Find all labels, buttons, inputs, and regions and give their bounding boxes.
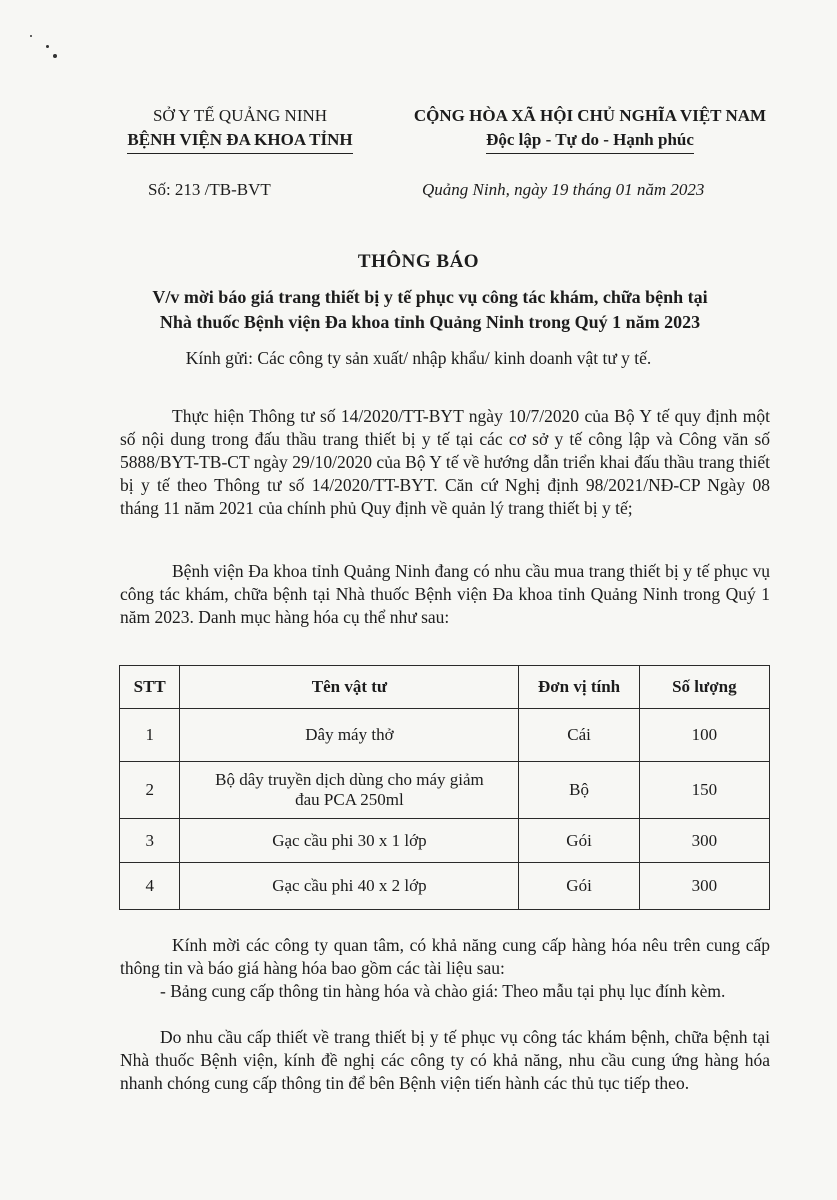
- paragraph-invitation-text: Kính mời các công ty quan tâm, có khả năng cung cấp hàng hóa nêu trên cung cấp thông tin và báo giá hàng hóa bao gồm các tài liệu sau:: [120, 935, 770, 978]
- scan-speck: [30, 35, 32, 37]
- table-row: [120, 709, 770, 762]
- paragraph-legal-basis: [120, 405, 770, 520]
- document-date: Quảng Ninh, ngày 19 tháng 01 năm 2023: [422, 180, 705, 199]
- scan-speck: [53, 54, 57, 58]
- cell-quantity: 300: [639, 819, 769, 863]
- paragraph-need: [120, 560, 770, 629]
- document-subject: [60, 285, 800, 335]
- paragraph-request: [120, 1026, 770, 1095]
- cell-item-name: Dây máy thở: [180, 709, 519, 762]
- cell-unit: Gói: [519, 863, 639, 910]
- table-row: [120, 762, 770, 819]
- header-quantity: Số lượng: [639, 666, 769, 709]
- cell-stt: 1: [120, 709, 180, 762]
- cell-item-name: Gạc cầu phi 30 x 1 lớp: [180, 819, 519, 863]
- subject-line-2: Nhà thuốc Bệnh viện Đa khoa tỉnh Quảng Ninh trong Quý 1 năm 2023: [159, 312, 701, 332]
- cell-quantity: 300: [639, 863, 769, 910]
- recipient-line: Kính gửi: Các công ty sản xuất/ nhập khẩu/ kinh doanh vật tư y tế.: [185, 348, 652, 368]
- cell-item-name: Bộ dây truyền dịch dùng cho máy giảm đau PCA 250ml: [180, 762, 519, 819]
- agency-parent: SỞ Y TẾ QUẢNG NINH: [152, 106, 328, 125]
- cell-unit: Cái: [519, 709, 639, 762]
- cell-stt: 2: [120, 762, 180, 819]
- scan-speck: [46, 45, 49, 48]
- items-table: [119, 665, 770, 910]
- issuing-agency: [95, 104, 385, 154]
- paragraph-requirement: [120, 980, 770, 1003]
- cell-unit: Bộ: [519, 762, 639, 819]
- table-header-row: [120, 666, 770, 709]
- cell-stt: 3: [120, 819, 180, 863]
- table-row: [120, 863, 770, 910]
- header-item-name: Tên vật tư: [180, 666, 519, 709]
- document-number: Số: 213 /TB-BVT: [148, 180, 271, 199]
- document-title: THÔNG BÁO: [357, 251, 480, 272]
- cell-unit: Gói: [519, 819, 639, 863]
- cell-stt: 4: [120, 863, 180, 910]
- national-title: CỘNG HÒA XÃ HỘI CHỦ NGHĨA VIỆT NAM: [413, 106, 767, 125]
- national-heading: [380, 104, 800, 154]
- header-stt: STT: [120, 666, 180, 709]
- paragraph-legal-basis-text: Thực hiện Thông tư số 14/2020/TT-BYT ngày 10/7/2020 của Bộ Y tế quy định một số nội dung trong đấu thầu trang thiết bị y tế tại các cơ sở y tế công lập và Công văn số 5888/BYT-TB-CT ngày 29/10/2020 của Bộ Y tế về hướng dẫn triển khai đấu thầu trang thiết bị y tế theo Thông tư số 14/2020/TT-BYT. Căn cứ Nghị định 98/2021/NĐ-CP Ngày 08 tháng 11 năm 2021 của chính phủ Quy định về quản lý trang thiết bị y tế;: [120, 406, 770, 518]
- paragraph-request-text: Do nhu cầu cấp thiết về trang thiết bị y tế phục vụ công tác khám bệnh, chữa bệnh tại Nhà thuốc Bệnh viện, kính đề nghị các công ty có khả năng, nhu cầu cung ứng hàng hóa nhanh chóng cung cấp thông tin để bên Bệnh viện tiến hành các thủ tục tiếp theo.: [120, 1027, 770, 1093]
- cell-item-name: Gạc cầu phi 40 x 2 lớp: [180, 863, 519, 910]
- paragraph-need-text: Bệnh viện Đa khoa tỉnh Quảng Ninh đang có nhu cầu mua trang thiết bị y tế phục vụ công tác khám, chữa bệnh tại Nhà thuốc Bệnh viện Đa khoa tỉnh Quảng Ninh trong Quý 1 năm 2023. Danh mục hàng hóa cụ thể như sau:: [120, 561, 770, 627]
- agency-name: BỆNH VIỆN ĐA KHOA TỈNH: [127, 128, 352, 154]
- table-row: [120, 819, 770, 863]
- national-motto: Độc lập - Tự do - Hạnh phúc: [486, 128, 694, 154]
- header-unit: Đơn vị tính: [519, 666, 639, 709]
- paragraph-requirement-text: - Bảng cung cấp thông tin hàng hóa và chào giá: Theo mẫu tại phụ lục đính kèm.: [160, 981, 726, 1001]
- cell-quantity: 100: [639, 709, 769, 762]
- paragraph-invitation: [120, 934, 770, 980]
- subject-line-1: V/v mời báo giá trang thiết bị y tế phục vụ công tác khám, chữa bệnh tại: [152, 287, 708, 307]
- cell-quantity: 150: [639, 762, 769, 819]
